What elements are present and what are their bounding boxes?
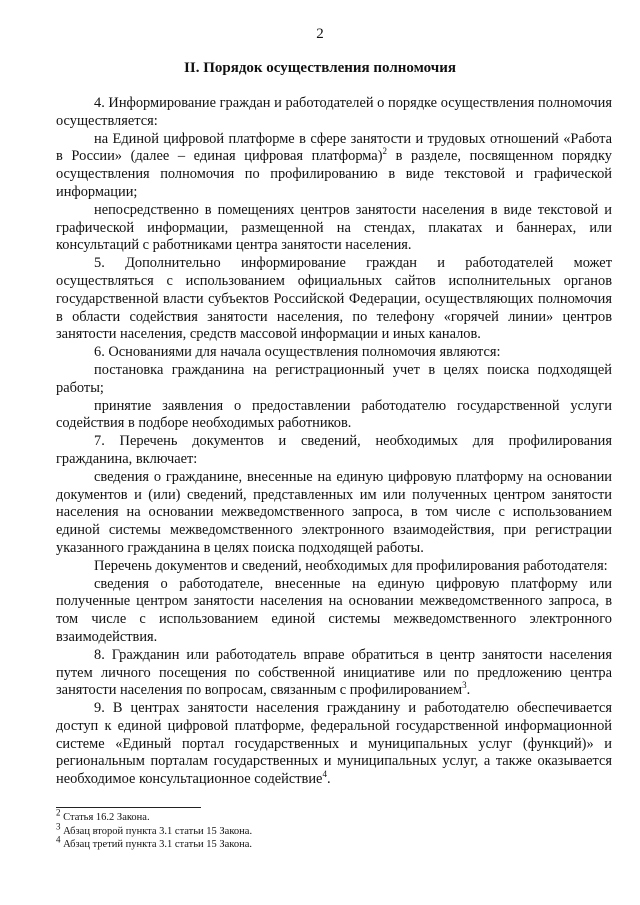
paragraph [56, 700, 612, 789]
footnote [56, 807, 252, 825]
paragraph-text: 8. Гражданин или работодатель вправе обратиться в центр занятости населения путем личного посещения по собственной инициативе или по предложению центра занятости населения по вопросам, связанным с профилированием [56, 646, 612, 699]
footnote-divider [56, 807, 201, 808]
paragraph [56, 131, 612, 202]
paragraph: непосредственно в помещениях центров занятости населения в виде текстовой и графической информации, размещенной на стендах, плакатах и баннерах, или консультаций с работниками центра занятости населения. [56, 201, 612, 254]
paragraph: постановка гражданина на регистрационный учет в целях поиска подходящей работы; [56, 361, 612, 396]
paragraph-text: . [466, 682, 471, 699]
paragraph-text: в разделе, посвященном порядку осуществления полномочия по профилированию в виде текстовой и графической информации; [56, 148, 612, 200]
paragraph: 7. Перечень документов и сведений, необходимых для профилирования гражданина, включает: [56, 433, 612, 467]
footnote [56, 834, 253, 852]
paragraph: 5. Дополнительно информирование граждан и работодателей может осуществляться с использованием официальных сайтов исполнительных органов государственной власти субъектов Российской Федерации, осуществляющих полномочия в области содействия занятости населения, по телефону «горячей линии» центров занятости населения, средств массовой информации и иных каналов. [56, 255, 612, 343]
footnote-ref: 3 [462, 680, 467, 691]
paragraph: 4. Информирование граждан и работодателей о порядке осуществления полномочия осуществляется: [56, 95, 612, 129]
footnote-marker: 3 [56, 821, 61, 831]
page-number: 2 [316, 26, 324, 42]
paragraph [56, 647, 612, 700]
paragraph: 6. Основаниями для начала осуществления полномочия являются: [94, 344, 501, 361]
footnote-text: Абзац второй пункта 3.1 статьи 15 Закона. [63, 825, 253, 837]
footnote [56, 821, 253, 839]
footnotes [56, 807, 253, 852]
paragraph: Перечень документов и сведений, необходимых для профилирования работодателя: [94, 557, 608, 574]
document-body [56, 95, 612, 789]
footnote-text: Абзац третий пункта 3.1 статьи 15 Закона. [63, 839, 253, 850]
section-title: II. Порядок осуществления полномочия [184, 60, 456, 76]
footnote-ref: 2 [382, 146, 387, 157]
footnote-marker: 4 [56, 834, 61, 845]
paragraph: принятие заявления о предоставлении работодателю государственной услуги содействия в подборе необходимых работников. [56, 397, 612, 432]
paragraph: сведения о гражданине, внесенные на единую цифровую платформу на основании документов и (или) сведений, представленных им или полученных центром занятости населения на основании межведомственного запроса, в том числе с использованием единой системы межведомственного электронного взаимодействия, при регистрации указанного гражданина в целях поиска подходящей работы. [56, 468, 612, 556]
footnote-text: Статья 16.2 Закона. [63, 812, 150, 823]
paragraph-text: на Единой цифровой платформе в сфере занятости и трудовых отношений «Работа в России» (далее – единая цифровая платформа) [56, 130, 612, 165]
footnote-marker: 2 [56, 807, 61, 818]
footnote-ref: 4 [322, 769, 327, 780]
paragraph-text: 9. В центрах занятости населения гражданину и работодателю обеспечивается доступ к единой цифровой платформе, федеральной государственной информационной системе «Единый портал государственных и муниципальных услуг (функций)» и региональным порталам государственных и муниципальных услуг, а также оказывается необходимое консультационное содействие [56, 700, 612, 788]
paragraph: сведения о работодателе, внесенные на единую цифровую платформу или полученные центром занятости населения на основании межведомственного запроса, в том числе с использованием единой системы межведомственного электронного взаимодействия. [56, 575, 612, 645]
paragraph-text: . [326, 771, 331, 788]
